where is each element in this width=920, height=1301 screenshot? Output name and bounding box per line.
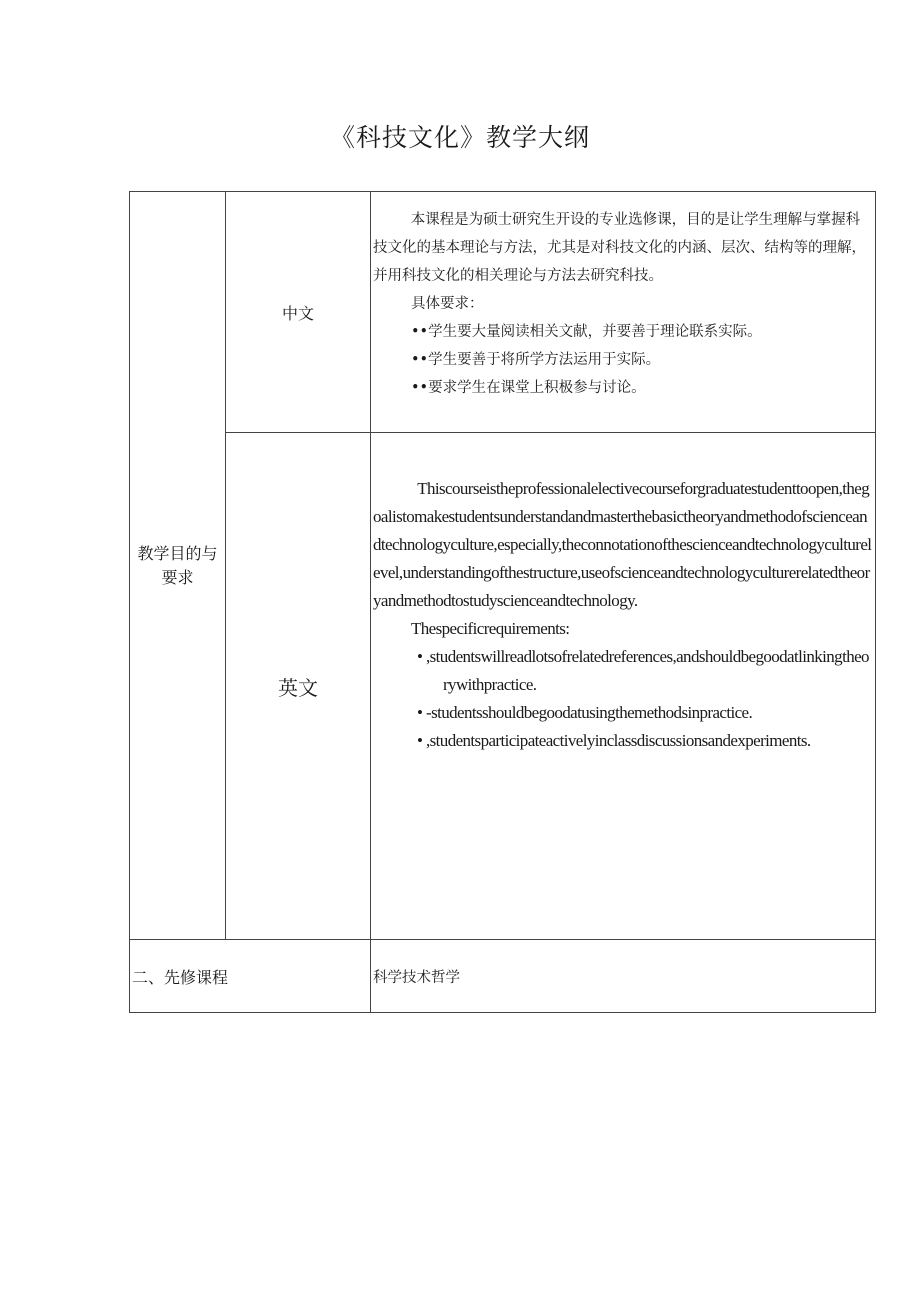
chinese-req-heading: 具体要求： [411,296,484,312]
chinese-label: 中文 [226,192,371,433]
list-item: • -studentsshouldbegoodatusingthemethodsinpractice. [417,703,753,722]
objectives-label: 教学目的与要求 [130,192,226,940]
syllabus-table [129,191,876,1013]
chinese-content [371,192,876,433]
english-req-heading: Thespecificrequirements: [411,619,570,638]
english-content [371,433,876,940]
page-title: 《科技文化》教学大纲 [329,123,590,152]
list-item: • ,studentsparticipateactivelyinclassdiscussionsandexperiments. [417,731,811,750]
list-item: ••学生要善于将所学方法运用于实际。 [411,352,661,368]
table-row [130,433,876,940]
list-item: • ,studentswillreadlotsofrelatedreferences,andshouldbegoodatlinkingtheorywithpractice. [417,647,869,694]
table-row [130,940,876,1013]
list-item: ••学生要大量阅读相关文献，并要善于理论联系实际。 [411,324,762,340]
english-label: 英文 [226,433,371,940]
table-row [130,192,876,433]
prerequisite-value: 科学技术哲学 [371,940,876,1013]
prerequisite-label: 二、先修课程 [130,940,371,1013]
english-intro: Thiscourseistheprofessionalelectivecourseforgraduatestudenttoopen,thegoalistomakestudentsunderstandandmasterthebasictheoryandmethodofscienceandtechnologyculture,especially,theconnotationofthescienceandtechnologyculturelevel,understandingofthestructure,useofscienceandtechnologyculturerelatedtheoryandmethodtostudyscienceandtechnology. [373,479,872,610]
list-item: ••要求学生在课堂上积极参与讨论。 [411,380,646,396]
chinese-intro: 本课程是为硕士研究生开设的专业选修课，目的是让学生理解与掌握科技文化的基本理论与方法，尤其是对科技文化的内涵、层次、结构等的理解，并用科技文化的相关理论与方法去研究科技。 [373,212,866,284]
